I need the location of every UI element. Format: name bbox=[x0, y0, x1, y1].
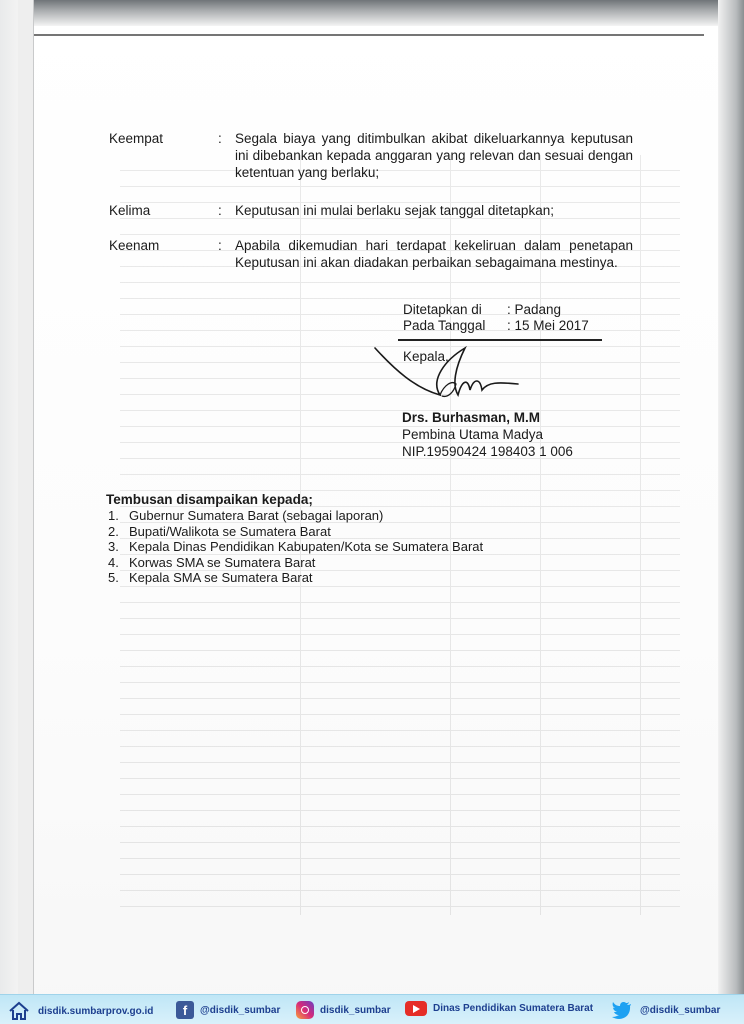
cc-number: 1. bbox=[108, 508, 119, 523]
cc-item bbox=[108, 508, 483, 524]
clause-label-kelima: Kelima bbox=[109, 203, 151, 218]
cc-recipient: Kepala SMA se Sumatera Barat bbox=[129, 570, 313, 585]
footer-youtube[interactable] bbox=[405, 1001, 593, 1016]
cc-recipient: Korwas SMA se Sumatera Barat bbox=[129, 554, 316, 570]
clause-text-keenam: Apabila dikemudian hari terdapat kekeliruan dalam penetapan Keputusan ini akan diadakan perbaikan sebagaimana mestinya. bbox=[235, 238, 633, 270]
clause-colon: : bbox=[218, 131, 222, 146]
clause-label-keenam: Keenam bbox=[109, 238, 160, 253]
cc-recipient: Bupati/Walikota se Sumatera Barat bbox=[129, 523, 331, 539]
cc-item bbox=[108, 524, 483, 540]
clause-text-keempat: Segala biaya yang ditimbulkan akibat dikeluarkannya keputusan ini dibebankan kepada anggaran yang relevan dan sesuai dengan ketentuan yang berlaku; bbox=[235, 131, 633, 180]
place-value: : Padang bbox=[507, 302, 562, 317]
scan-right-edge bbox=[718, 0, 744, 1000]
position-title: Kepala, bbox=[403, 349, 449, 364]
cc-item bbox=[108, 539, 483, 555]
scan-top-edge bbox=[28, 0, 718, 26]
website-link[interactable]: disdik.sumbarprov.go.id bbox=[38, 1005, 154, 1017]
cc-item bbox=[108, 555, 483, 571]
cc-item bbox=[108, 570, 483, 586]
footer-website[interactable] bbox=[8, 1001, 153, 1021]
clause-text-kelima: Keputusan ini mulai berlaku sejak tanggal ditetapkan; bbox=[235, 203, 554, 218]
footer-instagram[interactable] bbox=[296, 1001, 391, 1019]
cc-number: 4. bbox=[108, 554, 119, 570]
footer-bar bbox=[0, 994, 744, 1024]
official-name: Drs. Burhasman, M.M bbox=[402, 410, 541, 425]
clause-colon: : bbox=[218, 203, 222, 218]
instagram-handle[interactable]: disdik_sumbar bbox=[320, 1004, 391, 1016]
facebook-icon: f bbox=[176, 1001, 194, 1019]
official-nip: NIP.19590424 198403 1 006 bbox=[402, 444, 573, 459]
cc-number: 2. bbox=[108, 523, 119, 539]
official-rank: Pembina Utama Madya bbox=[402, 427, 544, 442]
header-rule bbox=[34, 34, 704, 36]
youtube-channel[interactable]: Dinas Pendidikan Sumatera Barat bbox=[433, 1003, 594, 1014]
place-label: Ditetapkan di bbox=[403, 302, 482, 317]
home-icon bbox=[8, 1001, 30, 1021]
footer-twitter[interactable] bbox=[612, 1001, 720, 1019]
date-value: : 15 Mei 2017 bbox=[507, 318, 589, 333]
clause-colon: : bbox=[218, 238, 222, 253]
cc-title: Tembusan disampaikan kepada; bbox=[106, 492, 313, 507]
instagram-icon bbox=[296, 1001, 314, 1019]
date-label: Pada Tanggal bbox=[403, 318, 486, 333]
cc-recipient: Gubernur Sumatera Barat (sebagai laporan) bbox=[129, 508, 384, 523]
clause-label-keempat: Keempat bbox=[109, 131, 164, 146]
youtube-icon bbox=[405, 1001, 427, 1016]
scan-binding-strip bbox=[18, 0, 34, 1000]
cc-number: 3. bbox=[108, 539, 119, 554]
twitter-handle[interactable]: @disdik_sumbar bbox=[640, 1004, 721, 1016]
cc-recipient: Kepala Dinas Pendidikan Kabupaten/Kota se Sumatera Barat bbox=[129, 539, 484, 554]
cc-number: 5. bbox=[108, 570, 119, 585]
handwritten-signature bbox=[370, 340, 520, 410]
twitter-icon bbox=[612, 1001, 632, 1019]
cc-list bbox=[108, 508, 483, 586]
facebook-handle[interactable]: @disdik_sumbar bbox=[200, 1004, 281, 1016]
footer-facebook[interactable] bbox=[176, 1001, 280, 1019]
